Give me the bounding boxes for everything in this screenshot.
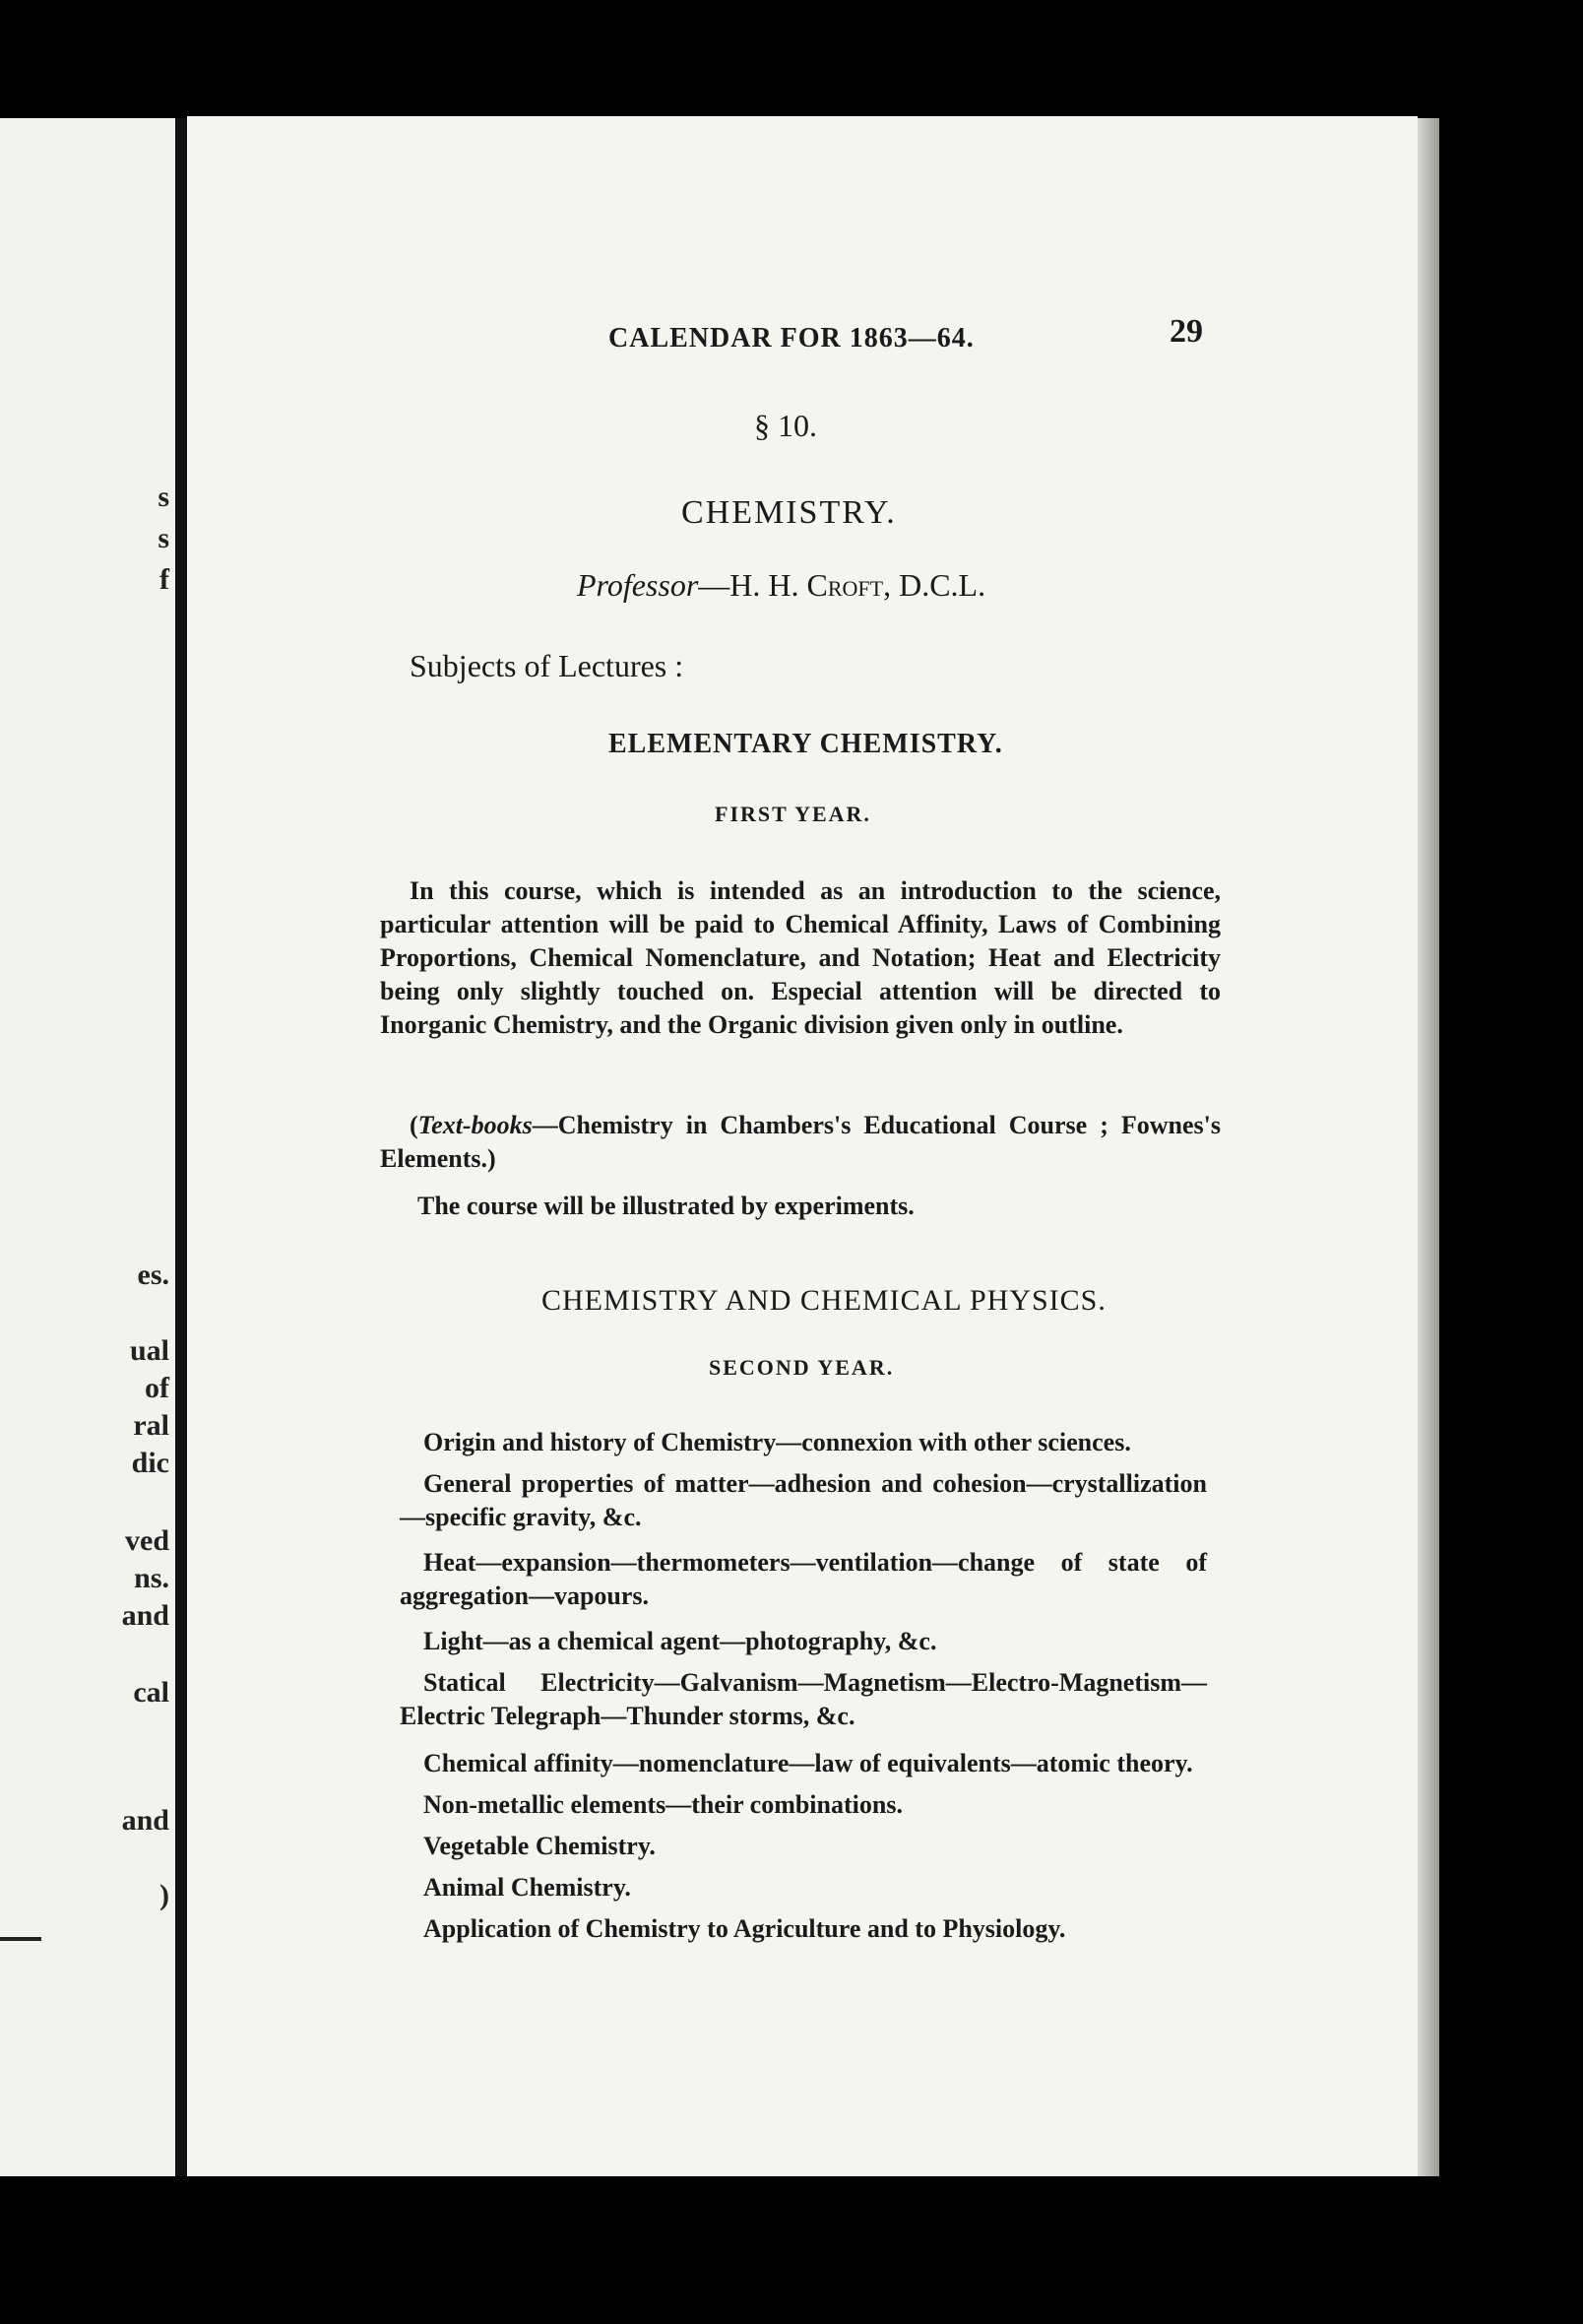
facing-page-fragment: and [121,1804,169,1837]
facing-page-fragment: s [158,481,169,513]
first-year-heading: FIRST YEAR. [715,802,871,826]
facing-page-fragment: of [145,1372,169,1404]
facing-page [0,118,177,2176]
section-title: CHEMISTRY. [681,494,897,531]
facing-page-fragment: ) [159,1879,169,1911]
section-mark: § 10. [754,408,817,443]
professor-label: Professor [577,567,699,603]
syllabus-item: Heat—expansion—thermometers—ventilation—change of state of aggregation—vapours. [400,1548,1207,1610]
professor-name: Croft [806,567,884,603]
physics-heading: CHEMISTRY AND CHEMICAL PHYSICS. [541,1284,1107,1317]
syllabus-item: Animal Chemistry. [423,1873,631,1902]
facing-page-fragment: ral [133,1409,169,1442]
syllabus-item: Origin and history of Chemistry—connexion with other sciences. [423,1428,1131,1456]
facing-page-fragment: cal [133,1676,169,1709]
textbooks-paragraph: (Text-books—Chemistry in Chambers's Educational Course ; Fownes's Elements.) [380,1111,1221,1173]
facing-page-fragment: ual [129,1334,169,1367]
syllabus-item: General properties of matter—adhesion and cohesion—crystallization—specific gravity, &c. [400,1469,1207,1531]
facing-page-fragment: and [121,1599,169,1632]
main-page [187,116,1418,2176]
elementary-heading: ELEMENTARY CHEMISTRY. [608,729,1003,759]
professor-initials: —H. H. [698,567,807,603]
elementary-paragraph: In this course, which is intended as an introduction to the science, particular attention will be paid to Chemical Affinity, Laws of Combining Proportions, Chemical Nomenclature, and Notation; Heat and Electricity being only slightly touched on. Especial attention will be directed to Inorganic Chemistry, and the Organic division given only in outline. [380,876,1221,1039]
facing-page-fragment: dic [131,1447,169,1479]
textbooks-label: Text-books [417,1111,533,1139]
syllabus-item: Light—as a chemical agent—photography, &c. [423,1627,937,1655]
running-head: CALENDAR FOR 1863—64. [608,323,975,354]
experiments-line: The course will be illustrated by experiments. [417,1192,915,1220]
facing-page-fragment: ved [125,1524,169,1557]
subjects-label: Subjects of Lectures : [410,648,684,683]
facing-page-fragment: f [159,563,169,596]
syllabus-item: Vegetable Chemistry. [423,1832,656,1860]
textbooks-text: —Chemistry in Chambers's Educational Course ; Fownes's Elements.) [380,1111,1221,1173]
facing-page-fragment: ns. [134,1562,169,1594]
syllabus-item: Statical Electricity—Galvanism—Magnetism—Electro-Magnetism—Electric Telegraph—Thunder storms, &c. [400,1668,1207,1730]
professor-degree: , D.C.L. [883,567,986,603]
facing-page-rule [0,1937,41,1941]
syllabus-item: Application of Chemistry to Agriculture and to Physiology. [423,1914,1066,1943]
professor-line [577,567,985,604]
syllabus-item: Non-metallic elements—their combinations. [423,1790,903,1819]
syllabus-item: Chemical affinity—nomenclature—law of equivalents—atomic theory. [423,1749,1193,1777]
page-edge [1418,118,1439,2176]
second-year-heading: SECOND YEAR. [709,1355,895,1380]
book-gutter [175,118,187,2176]
page-number: 29 [1170,313,1203,350]
facing-page-fragment: s [158,522,169,554]
facing-page-fragment: es. [137,1259,169,1291]
